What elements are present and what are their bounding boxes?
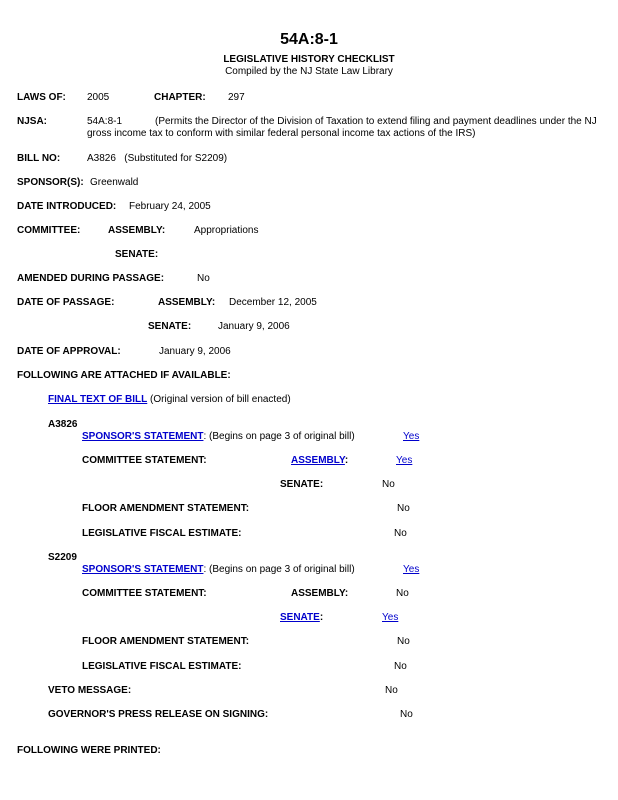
s2209-assembly-value: No [396, 588, 409, 599]
approval-value: January 9, 2006 [159, 346, 231, 357]
a3826-senate-value: No [382, 479, 395, 490]
committee-assembly-label: ASSEMBLY: [108, 225, 166, 236]
s2209-committee-label: COMMITTEE STATEMENT: [82, 588, 207, 599]
a3826-assembly-yes-link[interactable]: Yes [396, 455, 413, 466]
committee-senate-label: SENATE: [115, 249, 159, 260]
s2209-sponsor-statement-yes-link[interactable]: Yes [403, 564, 420, 575]
final-text-note: (Original version of bill enacted) [150, 394, 291, 405]
s2209-floor-label: FLOOR AMENDMENT STATEMENT: [82, 636, 250, 647]
s2209-sponsor-statement-note: : (Begins on page 3 of original bill) [203, 564, 355, 575]
final-text-link[interactable]: FINAL TEXT OF BILL [48, 394, 148, 405]
final-text-row [48, 394, 291, 406]
veto-label: VETO MESSAGE: [48, 685, 132, 696]
s2209-senate-row [280, 612, 323, 624]
passage-assembly-value: December 12, 2005 [229, 297, 317, 308]
njsa-description-line1: (Permits the Director of the Division of Taxation to extend filing and payment deadlines under the NJ [155, 116, 597, 127]
amended-value: No [197, 273, 210, 284]
s2209-senate-yes-link[interactable]: Yes [382, 612, 399, 623]
njsa-label: NJSA: [17, 116, 48, 127]
a3826-committee-label: COMMITTEE STATEMENT: [82, 455, 207, 466]
amended-label: AMENDED DURING PASSAGE: [17, 273, 165, 284]
veto-value: No [385, 685, 398, 696]
njsa-value: 54A:8-1 [87, 116, 123, 127]
s2209-floor-value: No [397, 636, 410, 647]
passage-senate-label: SENATE: [148, 321, 192, 332]
printed-heading: FOLLOWING WERE PRINTED: [17, 745, 161, 756]
a3826-sponsor-statement-row [82, 431, 355, 443]
bill-no-value: A3826 (Substituted for S2209) [87, 153, 228, 164]
passage-senate-value: January 9, 2006 [218, 321, 290, 332]
s2209-senate-link[interactable]: SENATE [280, 612, 320, 623]
a3826-fiscal-value: No [394, 528, 407, 539]
page-subtitle: LEGISLATIVE HISTORY CHECKLIST [223, 54, 395, 65]
s2209-bill-label: S2209 [48, 552, 77, 563]
s2209-assembly-label: ASSEMBLY: [291, 588, 349, 599]
s2209-sponsor-statement-link[interactable]: SPONSOR'S STATEMENT [82, 564, 204, 575]
attached-heading: FOLLOWING ARE ATTACHED IF AVAILABLE: [17, 370, 231, 381]
sponsors-value: Greenwald [90, 177, 139, 188]
page-title: 54A:8-1 [280, 31, 338, 48]
a3826-assembly-row [291, 455, 348, 467]
a3826-sponsor-statement-link[interactable]: SPONSOR'S STATEMENT [82, 431, 204, 442]
date-introduced-value: February 24, 2005 [129, 201, 211, 212]
njsa-description-line2: gross income tax to conform with similar federal personal income tax actions of the IRS) [87, 128, 476, 139]
date-introduced-label: DATE INTRODUCED: [17, 201, 117, 212]
committee-label: COMMITTEE: [17, 225, 81, 236]
a3826-floor-label: FLOOR AMENDMENT STATEMENT: [82, 503, 250, 514]
chapter-value: 297 [228, 92, 245, 103]
s2209-fiscal-label: LEGISLATIVE FISCAL ESTIMATE: [82, 661, 242, 672]
chapter-label: CHAPTER: [154, 92, 206, 103]
governor-label: GOVERNOR'S PRESS RELEASE ON SIGNING: [48, 709, 269, 720]
approval-label: DATE OF APPROVAL: [17, 346, 121, 357]
passage-label: DATE OF PASSAGE: [17, 297, 115, 308]
governor-value: No [400, 709, 413, 720]
a3826-fiscal-label: LEGISLATIVE FISCAL ESTIMATE: [82, 528, 242, 539]
committee-assembly-value: Appropriations [194, 225, 259, 236]
s2209-senate-colon: : [319, 612, 324, 623]
s2209-sponsor-statement-row [82, 564, 355, 576]
s2209-fiscal-value: No [394, 661, 407, 672]
a3826-senate-label: SENATE: [280, 479, 324, 490]
a3826-sponsor-statement-note: : (Begins on page 3 of original bill) [203, 431, 355, 442]
a3826-assembly-colon: : [344, 455, 349, 466]
bill-no-label: BILL NO: [17, 153, 61, 164]
sponsors-label: SPONSOR(S): [17, 177, 84, 188]
a3826-assembly-link[interactable]: ASSEMBLY [291, 455, 345, 466]
laws-of-label: LAWS OF: [17, 92, 66, 103]
compiled-by: Compiled by the NJ State Law Library [225, 66, 393, 77]
a3826-sponsor-statement-yes-link[interactable]: Yes [403, 431, 420, 442]
passage-assembly-label: ASSEMBLY: [158, 297, 216, 308]
laws-of-value: 2005 [87, 92, 110, 103]
a3826-bill-label: A3826 [48, 419, 78, 430]
a3826-floor-value: No [397, 503, 410, 514]
